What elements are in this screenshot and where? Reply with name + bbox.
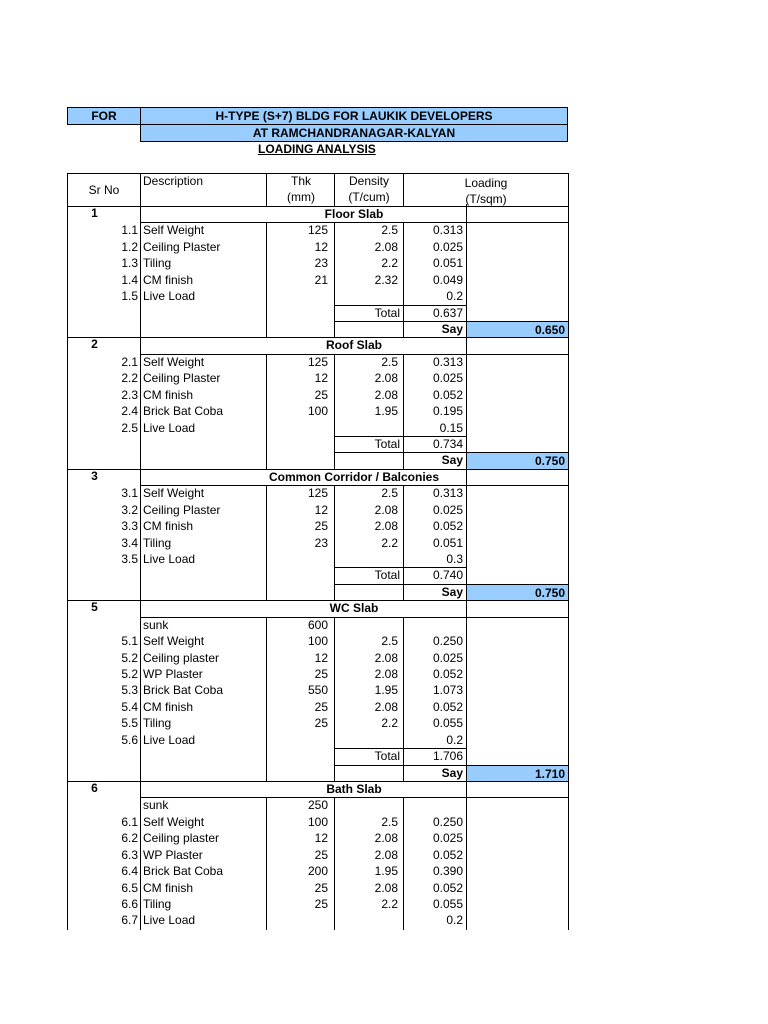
item-density: 1.95 xyxy=(374,404,398,419)
item-description: CM finish xyxy=(143,519,194,534)
item-thickness: 100 xyxy=(307,404,328,419)
say-label: Say xyxy=(441,453,463,468)
say-label: Say xyxy=(441,765,463,780)
item-description: Self Weight xyxy=(143,354,205,369)
item-loading: 0.052 xyxy=(432,699,463,714)
section-title: Bath Slab xyxy=(326,782,382,797)
item-description: Live Load xyxy=(143,913,196,928)
document-subtitle: LOADING ANALYSIS xyxy=(258,142,376,156)
item-density: 2.08 xyxy=(374,239,398,254)
item-description: Tiling xyxy=(143,535,172,550)
item-description: sunk xyxy=(143,617,169,632)
thk-column-rule xyxy=(266,797,267,930)
item-description: Tiling xyxy=(143,716,172,731)
total-value: 0.734 xyxy=(432,437,463,452)
loading-column-rule-left xyxy=(403,354,404,436)
item-loading: 0.2 xyxy=(446,913,463,928)
item-description: Ceiling plaster xyxy=(143,650,220,665)
col-header-sr-no: Sr No xyxy=(88,183,120,197)
loading-column-rule-left xyxy=(403,617,404,748)
total-value: 1.706 xyxy=(432,749,463,764)
total-value: 0.637 xyxy=(432,305,463,320)
item-sr-no: 3.3 xyxy=(121,519,138,534)
item-loading: 0.025 xyxy=(432,650,463,665)
item-sr-no: 3.2 xyxy=(121,502,138,517)
item-density: 2.5 xyxy=(381,486,398,501)
item-thickness: 23 xyxy=(314,256,328,271)
col-header-loading: Loading xyxy=(464,176,508,190)
for-label-cell: FOR xyxy=(67,107,141,125)
item-density: 2.08 xyxy=(374,502,398,517)
item-thickness: 25 xyxy=(314,847,328,862)
item-description: Tiling xyxy=(143,897,172,912)
total-value: 0.740 xyxy=(432,568,463,583)
item-loading: 0.3 xyxy=(446,552,463,567)
col-header-description: Description xyxy=(143,174,204,188)
item-density: 2.08 xyxy=(374,387,398,402)
loading-column-rule-left xyxy=(403,485,404,567)
project-location-cell: AT RAMCHANDRANAGAR-KALYAN xyxy=(140,124,568,142)
total-label: Total xyxy=(374,437,400,452)
item-description: Self Weight xyxy=(143,814,205,829)
item-sr-no: 1.5 xyxy=(121,289,138,304)
item-thickness: 25 xyxy=(314,699,328,714)
item-density: 2.2 xyxy=(381,256,398,271)
item-thickness: 125 xyxy=(307,486,328,501)
total-label: Total xyxy=(374,305,400,320)
item-density: 1.95 xyxy=(374,683,398,698)
item-loading: 0.025 xyxy=(432,831,463,846)
say-value: 0.750 xyxy=(466,584,569,601)
item-sr-no: 2.3 xyxy=(121,387,138,402)
col-header-thk: Thk xyxy=(290,174,311,188)
total-label: Total xyxy=(374,568,400,583)
item-thickness: 550 xyxy=(307,683,328,698)
item-density: 2.08 xyxy=(374,880,398,895)
item-thickness: 600 xyxy=(307,617,328,632)
item-sr-no: 6.6 xyxy=(121,897,138,912)
table-right-border xyxy=(568,173,569,930)
item-thickness: 100 xyxy=(307,634,328,649)
item-sr-no: 5.5 xyxy=(121,716,138,731)
say-value: 1.710 xyxy=(466,765,569,782)
item-loading: 0.055 xyxy=(432,897,463,912)
density-header-rule xyxy=(334,173,335,206)
item-thickness: 25 xyxy=(314,880,328,895)
item-sr-no: 6.4 xyxy=(121,864,138,879)
say-value: 0.650 xyxy=(466,321,569,338)
section-title-divider xyxy=(140,617,569,618)
item-loading: 0.055 xyxy=(432,716,463,731)
col-header-loading-unit: (T/sqm) xyxy=(465,192,507,206)
item-sr-no: 2.5 xyxy=(121,420,138,435)
item-loading: 0.2 xyxy=(446,732,463,747)
item-density: 2.08 xyxy=(374,831,398,846)
item-density: 1.95 xyxy=(374,864,398,879)
say-label: Say xyxy=(441,584,463,599)
item-loading: 0.250 xyxy=(432,814,463,829)
item-description: Ceiling Plaster xyxy=(143,371,221,386)
col-header-thk-unit: (mm) xyxy=(287,190,315,204)
item-density: 2.5 xyxy=(381,354,398,369)
item-thickness: 25 xyxy=(314,519,328,534)
thk-column-rule xyxy=(266,617,267,781)
item-density: 2.2 xyxy=(381,897,398,912)
item-sr-no: 3.4 xyxy=(121,535,138,550)
item-description: CM finish xyxy=(143,272,194,287)
item-sr-no: 5.2 xyxy=(121,667,138,682)
item-loading: 0.313 xyxy=(432,486,463,501)
item-density: 2.08 xyxy=(374,371,398,386)
item-density: 2.08 xyxy=(374,699,398,714)
item-description: Live Load xyxy=(143,420,196,435)
col-header-density: Density xyxy=(348,174,389,188)
item-loading: 0.313 xyxy=(432,223,463,238)
item-thickness: 125 xyxy=(307,223,328,238)
say-label: Say xyxy=(441,322,463,336)
item-sr-no: 5.1 xyxy=(121,634,138,649)
section-title: WC Slab xyxy=(329,601,379,616)
item-loading: 0.15 xyxy=(439,420,463,435)
item-density: 2.08 xyxy=(374,667,398,682)
item-loading: 0.052 xyxy=(432,519,463,534)
item-sr-no: 5.3 xyxy=(121,683,138,698)
item-loading: 0.390 xyxy=(432,864,463,879)
section-number: 2 xyxy=(91,337,98,352)
item-description: Live Load xyxy=(143,289,196,304)
item-thickness: 250 xyxy=(307,798,328,813)
item-loading: 0.195 xyxy=(432,404,463,419)
density-column-rule xyxy=(334,797,335,930)
item-thickness: 12 xyxy=(314,371,328,386)
item-thickness: 12 xyxy=(314,502,328,517)
item-description: Self Weight xyxy=(143,486,205,501)
say-value: 0.750 xyxy=(466,452,569,469)
item-sr-no: 2.1 xyxy=(121,354,138,369)
thk-column-rule xyxy=(266,485,267,600)
section-number: 5 xyxy=(91,600,98,615)
thk-column-rule xyxy=(266,222,267,337)
item-thickness: 12 xyxy=(314,239,328,254)
item-description: Self Weight xyxy=(143,223,205,238)
item-sr-no: 1.4 xyxy=(121,272,138,287)
item-thickness: 25 xyxy=(314,897,328,912)
item-description: Self Weight xyxy=(143,634,205,649)
item-sr-no: 5.2 xyxy=(121,650,138,665)
item-density: 2.5 xyxy=(381,814,398,829)
item-thickness: 25 xyxy=(314,667,328,682)
item-sr-no: 6.7 xyxy=(121,913,138,928)
section-title: Floor Slab xyxy=(324,207,384,221)
item-density: 2.08 xyxy=(374,519,398,534)
item-sr-no: 5.6 xyxy=(121,732,138,747)
item-description: CM finish xyxy=(143,699,194,714)
item-thickness: 12 xyxy=(314,831,328,846)
item-loading: 0.025 xyxy=(432,239,463,254)
thk-column-rule xyxy=(266,354,267,469)
loading-header-rule xyxy=(403,173,404,206)
item-loading: 0.2 xyxy=(446,289,463,304)
item-loading: 0.049 xyxy=(432,272,463,287)
item-sr-no: 6.1 xyxy=(121,814,138,829)
item-description: Brick Bat Coba xyxy=(143,683,224,698)
item-thickness: 25 xyxy=(314,716,328,731)
item-description: WP Plaster xyxy=(143,667,203,682)
item-loading: 0.025 xyxy=(432,371,463,386)
item-loading: 1.073 xyxy=(432,683,463,698)
sr-column-rule xyxy=(140,173,141,930)
item-description: Live Load xyxy=(143,552,196,567)
item-loading: 0.052 xyxy=(432,847,463,862)
section-title-divider xyxy=(140,797,569,798)
item-loading: 0.052 xyxy=(432,667,463,682)
item-sr-no: 6.5 xyxy=(121,880,138,895)
item-thickness: 125 xyxy=(307,354,328,369)
section-number: 6 xyxy=(91,781,98,796)
total-label: Total xyxy=(374,749,400,764)
item-sr-no: 1.2 xyxy=(121,239,138,254)
item-description: sunk xyxy=(143,798,169,813)
item-sr-no: 3.5 xyxy=(121,552,138,567)
col-header-density-unit: (T/cum) xyxy=(348,190,390,204)
section-title: Common Corridor / Balconies xyxy=(268,469,440,484)
item-loading: 0.313 xyxy=(432,354,463,369)
item-loading: 0.250 xyxy=(432,634,463,649)
item-loading: 0.051 xyxy=(432,535,463,550)
loading-column-rule-left xyxy=(403,222,404,304)
item-sr-no: 6.2 xyxy=(121,831,138,846)
item-description: Live Load xyxy=(143,732,196,747)
item-density: 2.08 xyxy=(374,847,398,862)
item-thickness: 12 xyxy=(314,650,328,665)
item-density: 2.2 xyxy=(381,535,398,550)
item-description: Tiling xyxy=(143,256,172,271)
item-loading: 0.052 xyxy=(432,880,463,895)
item-sr-no: 6.3 xyxy=(121,847,138,862)
item-thickness: 25 xyxy=(314,387,328,402)
thk-header-rule xyxy=(266,173,267,206)
item-thickness: 100 xyxy=(307,814,328,829)
item-density: 2.2 xyxy=(381,716,398,731)
item-description: CM finish xyxy=(143,880,194,895)
item-thickness: 23 xyxy=(314,535,328,550)
item-description: Ceiling Plaster xyxy=(143,239,221,254)
item-description: CM finish xyxy=(143,387,194,402)
item-sr-no: 2.2 xyxy=(121,371,138,386)
section-title: Roof Slab xyxy=(326,338,382,353)
section-number: 3 xyxy=(91,468,98,483)
item-loading: 0.025 xyxy=(432,502,463,517)
section-number: 1 xyxy=(91,206,98,220)
item-loading: 0.051 xyxy=(432,256,463,271)
item-description: Ceiling Plaster xyxy=(143,502,221,517)
item-sr-no: 1.3 xyxy=(121,256,138,271)
item-thickness: 200 xyxy=(307,864,328,879)
table-top-border xyxy=(67,173,569,174)
item-thickness: 21 xyxy=(314,272,328,287)
item-sr-no: 3.1 xyxy=(121,486,138,501)
item-sr-no: 5.4 xyxy=(121,699,138,714)
item-density: 2.5 xyxy=(381,223,398,238)
item-density: 2.08 xyxy=(374,650,398,665)
loading-column-rule-left xyxy=(403,797,404,930)
item-description: Ceiling plaster xyxy=(143,831,220,846)
item-density: 2.32 xyxy=(374,272,398,287)
project-title-cell: H-TYPE (S+7) BLDG FOR LAUKIK DEVELOPERS xyxy=(140,107,568,125)
item-sr-no: 1.1 xyxy=(121,223,138,238)
item-density: 2.5 xyxy=(381,634,398,649)
item-loading: 0.052 xyxy=(432,387,463,402)
item-sr-no: 2.4 xyxy=(121,404,138,419)
item-description: WP Plaster xyxy=(143,847,203,862)
item-description: Brick Bat Coba xyxy=(143,864,224,879)
item-description: Brick Bat Coba xyxy=(143,404,224,419)
